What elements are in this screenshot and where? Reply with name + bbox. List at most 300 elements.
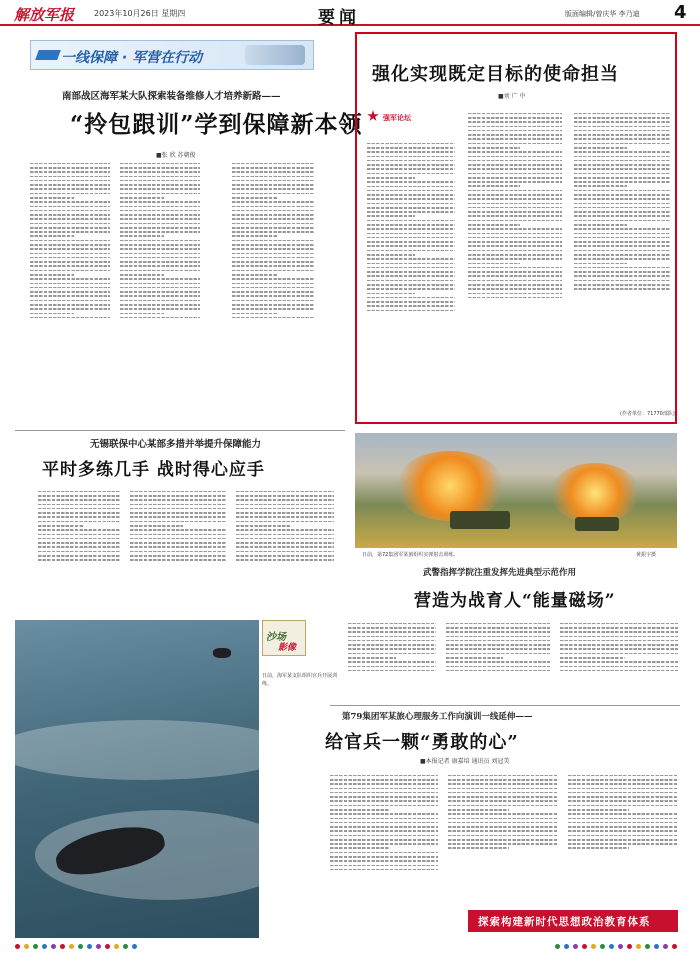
text-line <box>330 852 438 854</box>
text-line <box>120 313 164 315</box>
text-line <box>468 117 562 119</box>
text-line <box>560 670 678 672</box>
text-line <box>574 220 670 222</box>
text-line <box>446 623 550 625</box>
text-line <box>348 644 436 646</box>
text-line <box>232 197 277 199</box>
text-line <box>236 516 334 518</box>
text-line <box>468 181 562 183</box>
text-line <box>232 300 314 302</box>
text-line <box>574 267 670 269</box>
text-line <box>232 184 314 186</box>
text-line <box>468 185 520 187</box>
issue-date: 2023年10月26日 星期四 <box>94 9 186 18</box>
text-line <box>38 504 120 506</box>
text-line <box>468 271 562 273</box>
text-line <box>574 233 670 235</box>
text-line <box>367 186 455 188</box>
text-line <box>330 869 438 871</box>
text-line <box>574 215 670 217</box>
text-line <box>348 640 436 642</box>
text-line <box>348 670 436 672</box>
photo-caption: 日前，第72集团军某旅组织实弹射击训练。 <box>362 552 459 558</box>
text-line <box>468 254 562 256</box>
text-line <box>30 188 110 190</box>
decorative-dot <box>15 944 20 949</box>
decorative-dot <box>654 944 659 949</box>
text-line <box>330 826 438 828</box>
text-line <box>468 198 562 200</box>
text-line <box>30 184 110 186</box>
text-line <box>568 822 678 824</box>
decorative-dot <box>33 944 38 949</box>
text-line <box>330 792 438 794</box>
text-line <box>448 805 558 807</box>
text-line <box>130 546 226 548</box>
text-line <box>330 822 438 824</box>
text-line <box>448 830 558 832</box>
text-line <box>38 512 120 514</box>
text-line <box>568 775 678 777</box>
text-line <box>446 636 550 638</box>
text-line <box>574 211 670 213</box>
text-line <box>468 151 562 153</box>
text-line <box>468 245 562 247</box>
article-byline: ■张 欣 苏朝俊 <box>156 152 196 159</box>
text-line <box>560 653 678 655</box>
text-line <box>30 197 74 199</box>
text-line <box>468 138 562 140</box>
text-line <box>367 220 455 222</box>
text-line <box>367 241 455 243</box>
text-line <box>330 865 438 867</box>
text-line <box>468 147 520 149</box>
text-line <box>468 194 562 196</box>
text-line <box>367 181 455 183</box>
text-line <box>30 295 110 297</box>
text-line <box>448 783 558 785</box>
text-line <box>568 779 678 781</box>
text-line <box>232 227 314 229</box>
text-line <box>38 538 120 540</box>
decorative-dot <box>114 944 119 949</box>
text-line <box>232 214 314 216</box>
text-line <box>348 657 396 659</box>
text-line <box>232 291 314 293</box>
article-kicker: 武警指挥学院注重发挥先进典型示范作用 <box>423 568 577 578</box>
text-line <box>448 839 558 841</box>
text-line <box>348 636 436 638</box>
desert-label-sub: 影像 <box>278 643 297 653</box>
text-line <box>130 559 226 561</box>
text-line <box>367 297 455 299</box>
text-line <box>468 220 562 222</box>
text-line <box>367 250 455 252</box>
text-line <box>367 310 455 312</box>
decorative-dot <box>582 944 587 949</box>
text-line <box>30 210 110 212</box>
text-line <box>448 813 558 815</box>
text-line <box>367 245 455 247</box>
text-line <box>236 495 334 497</box>
text-line <box>330 800 438 802</box>
decorative-dot <box>609 944 614 949</box>
text-line <box>30 317 110 319</box>
text-line <box>468 113 562 115</box>
text-line <box>568 835 678 837</box>
text-line <box>30 180 110 182</box>
text-line <box>236 499 334 501</box>
text-line <box>130 516 226 518</box>
decorative-dot <box>645 944 650 949</box>
text-line <box>560 627 678 629</box>
article-kicker: 第79集团军某旅心理服务工作向演训一线延伸—— <box>342 712 533 722</box>
banner-text: 一线保障 · 军营在行动 <box>61 50 203 66</box>
text-line <box>120 193 200 195</box>
article-body-text <box>446 620 550 704</box>
text-line <box>120 240 200 242</box>
text-line <box>468 164 562 166</box>
article-body-text <box>348 620 436 704</box>
commentary-body-text <box>574 110 670 404</box>
decorative-dot <box>672 944 677 949</box>
article-body-text <box>448 772 558 902</box>
text-line <box>30 287 110 289</box>
text-line <box>120 317 200 319</box>
text-line <box>348 661 436 663</box>
text-line <box>38 534 120 536</box>
text-line <box>38 491 120 493</box>
text-line <box>446 670 550 672</box>
text-line <box>232 248 314 250</box>
divider <box>330 705 680 706</box>
article-body-text <box>38 488 120 608</box>
text-line <box>120 206 200 208</box>
article-body-text <box>236 488 334 608</box>
text-line <box>367 168 455 170</box>
text-line <box>232 253 314 255</box>
text-line <box>574 113 670 115</box>
text-line <box>232 261 314 263</box>
text-line <box>232 265 314 267</box>
text-line <box>468 250 562 252</box>
text-line <box>330 830 438 832</box>
photo-credit: 黄振宇摄 <box>636 552 657 558</box>
decorative-dot <box>69 944 74 949</box>
text-line <box>130 551 226 553</box>
text-line <box>120 248 200 250</box>
text-line <box>38 499 120 501</box>
text-line <box>468 207 562 209</box>
text-line <box>568 813 678 815</box>
text-line <box>568 792 678 794</box>
text-line <box>468 130 562 132</box>
text-line <box>30 257 110 259</box>
text-line <box>232 304 314 306</box>
text-line <box>330 860 438 862</box>
text-line <box>30 253 110 255</box>
text-line <box>568 783 678 785</box>
text-line <box>30 223 110 225</box>
decorative-dot <box>555 944 560 949</box>
text-line <box>30 214 110 216</box>
text-line <box>574 143 670 145</box>
text-line <box>130 504 226 506</box>
text-line <box>468 177 562 179</box>
footer-dots <box>15 944 695 952</box>
text-line <box>120 270 200 272</box>
vehicle-silhouette <box>450 511 510 529</box>
text-line <box>30 176 110 178</box>
text-line <box>367 143 455 145</box>
text-line <box>232 240 314 242</box>
text-line <box>574 254 670 256</box>
text-line <box>560 644 678 646</box>
text-line <box>232 308 314 310</box>
text-line <box>574 190 670 192</box>
decorative-dot <box>564 944 569 949</box>
text-line <box>120 176 200 178</box>
text-line <box>574 198 670 200</box>
text-line <box>468 211 562 213</box>
text-line <box>448 775 558 777</box>
decorative-dot <box>87 944 92 949</box>
text-line <box>367 198 455 200</box>
text-line <box>568 818 678 820</box>
banner-stripe-icon <box>35 50 61 60</box>
text-line <box>468 267 562 269</box>
text-line <box>130 521 226 523</box>
text-line <box>574 160 670 162</box>
text-line <box>30 227 110 229</box>
text-line <box>236 534 334 536</box>
text-line <box>448 792 558 794</box>
text-line <box>448 800 558 802</box>
text-line <box>30 278 110 280</box>
text-line <box>367 284 455 286</box>
aircraft-image <box>245 45 305 65</box>
text-line <box>30 218 110 220</box>
text-line <box>232 180 314 182</box>
text-line <box>367 151 455 153</box>
text-line <box>330 813 438 815</box>
text-line <box>560 640 678 642</box>
text-line <box>367 160 455 162</box>
text-line <box>30 240 110 242</box>
text-line <box>120 235 164 237</box>
text-line <box>568 830 678 832</box>
text-line <box>236 525 290 527</box>
explosion-smoke <box>550 463 640 523</box>
text-line <box>30 235 74 237</box>
text-line <box>30 163 110 165</box>
text-line <box>130 525 183 527</box>
text-line <box>330 796 438 798</box>
text-line <box>574 177 670 179</box>
text-line <box>367 267 455 269</box>
decorative-dot <box>24 944 29 949</box>
text-line <box>232 283 314 285</box>
text-line <box>232 235 277 237</box>
text-line <box>330 839 438 841</box>
text-line <box>236 529 334 531</box>
text-line <box>236 512 334 514</box>
text-line <box>448 779 558 781</box>
text-line <box>30 201 110 203</box>
text-line <box>330 847 389 849</box>
text-line <box>38 551 120 553</box>
text-line <box>120 274 164 276</box>
text-line <box>468 237 562 239</box>
text-line <box>468 173 562 175</box>
text-line <box>30 265 110 267</box>
text-line <box>568 847 629 849</box>
article-body-text <box>30 160 110 420</box>
text-line <box>120 283 200 285</box>
text-line <box>574 250 670 252</box>
text-line <box>130 508 226 510</box>
text-line <box>367 233 455 235</box>
text-line <box>38 516 120 518</box>
text-line <box>232 176 314 178</box>
text-line <box>30 193 110 195</box>
text-line <box>236 521 334 523</box>
text-line <box>30 274 74 276</box>
text-line <box>236 551 334 553</box>
text-line <box>367 305 455 307</box>
text-line <box>232 270 314 272</box>
text-line <box>574 134 670 136</box>
text-line <box>574 203 670 205</box>
article-kicker: 南部战区海军某大队探索装备维修人才培养新路—— <box>62 91 281 102</box>
text-line <box>130 542 226 544</box>
text-line <box>232 287 314 289</box>
decorative-dot <box>573 944 578 949</box>
text-line <box>568 796 678 798</box>
text-line <box>232 244 314 246</box>
text-line <box>560 666 678 668</box>
text-line <box>236 559 334 561</box>
decorative-dot <box>51 944 56 949</box>
text-line <box>367 164 455 166</box>
text-line <box>574 288 670 290</box>
text-line <box>38 521 120 523</box>
text-line <box>30 261 110 263</box>
text-line <box>30 313 74 315</box>
text-line <box>232 163 314 165</box>
text-line <box>367 194 455 196</box>
article-body-text <box>120 160 200 420</box>
decorative-dot <box>60 944 65 949</box>
text-line <box>574 151 670 153</box>
text-line <box>446 653 550 655</box>
text-line <box>568 805 678 807</box>
text-line <box>574 156 670 158</box>
text-line <box>232 206 314 208</box>
text-line <box>468 121 562 123</box>
text-line <box>574 207 670 209</box>
text-line <box>120 308 200 310</box>
text-line <box>236 555 334 557</box>
text-line <box>468 160 562 162</box>
text-line <box>232 218 314 220</box>
text-line <box>448 847 509 849</box>
text-line <box>568 809 629 811</box>
article-byline: ■本报记者 康嘉培 通讯员 刘冠美 <box>420 758 510 765</box>
text-line <box>367 293 415 295</box>
text-line <box>574 275 670 277</box>
text-line <box>446 627 550 629</box>
text-line <box>560 631 678 633</box>
text-line <box>232 188 314 190</box>
decorative-dot <box>78 944 83 949</box>
column-banner <box>30 40 314 70</box>
masthead <box>0 0 700 26</box>
article-kicker: 无锡联保中心某部多措并举提升保障能力 <box>90 439 262 450</box>
text-line <box>30 283 110 285</box>
text-line <box>30 308 110 310</box>
text-line <box>574 271 670 273</box>
decorative-dot <box>105 944 110 949</box>
text-line <box>120 261 200 263</box>
text-line <box>236 508 334 510</box>
text-line <box>232 223 314 225</box>
text-line <box>236 546 334 548</box>
text-line <box>367 254 415 256</box>
boat-training-photo <box>15 620 259 938</box>
text-line <box>468 293 562 295</box>
text-line <box>468 126 562 128</box>
text-line <box>232 295 314 297</box>
text-line <box>568 788 678 790</box>
text-line <box>330 835 438 837</box>
text-line <box>330 818 438 820</box>
artillery-photo <box>355 433 677 548</box>
text-line <box>448 788 558 790</box>
text-line <box>30 291 110 293</box>
text-line <box>120 188 200 190</box>
commentary-body-text <box>468 110 562 420</box>
text-line <box>348 627 436 629</box>
article-headline: 平时多练几手 战时得心应手 <box>42 460 265 480</box>
text-line <box>568 843 678 845</box>
text-line <box>574 126 670 128</box>
text-line <box>448 826 558 828</box>
text-line <box>367 228 455 230</box>
text-line <box>330 779 438 781</box>
text-line <box>30 171 110 173</box>
text-line <box>367 258 455 260</box>
text-line <box>232 167 314 169</box>
text-line <box>468 263 520 265</box>
text-line <box>367 173 455 175</box>
article-body-text <box>232 160 314 420</box>
text-line <box>236 504 334 506</box>
text-line <box>330 783 438 785</box>
text-line <box>448 843 558 845</box>
text-line <box>38 508 120 510</box>
text-line <box>120 218 200 220</box>
text-line <box>30 248 110 250</box>
text-line <box>367 147 455 149</box>
article-body-text <box>130 488 226 608</box>
decorative-dot <box>132 944 137 949</box>
text-line <box>560 657 625 659</box>
text-line <box>30 231 110 233</box>
page-editors: 版面编辑/曾庆华 李乃迪 <box>565 10 640 18</box>
text-line <box>232 210 314 212</box>
vehicle-silhouette <box>575 517 619 531</box>
